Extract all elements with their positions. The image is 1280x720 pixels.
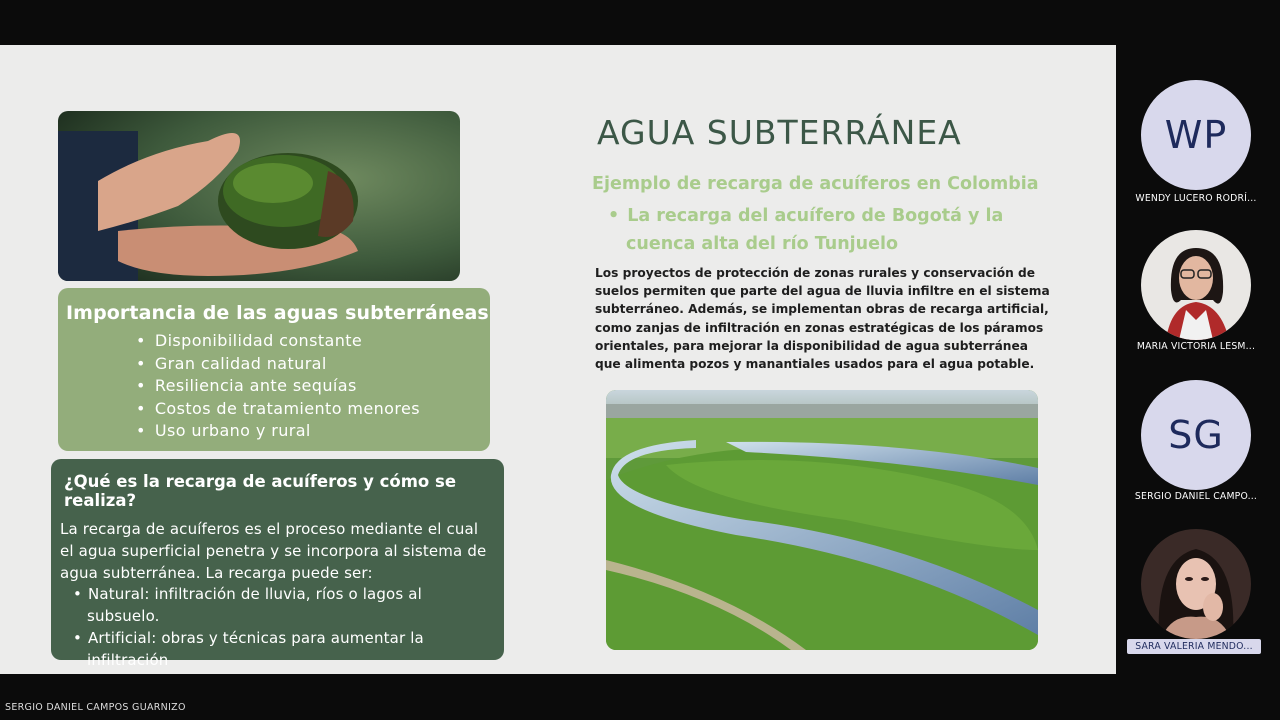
importance-list <box>136 330 490 443</box>
avatar: SG <box>1141 380 1251 490</box>
recharge-paragraph: La recarga de acuíferos es el proceso mediante el cual el agua superficial penetra y se incorpora al sistema de agua subterránea. La recarga puede ser: <box>60 520 487 582</box>
list-item: • Artificial: obras y técnicas para aumentar la infiltración <box>73 628 494 672</box>
importance-heading: Importancia de las aguas subterráneas <box>66 302 489 324</box>
recharge-list <box>73 584 494 671</box>
recharge-box <box>51 459 504 669</box>
presentation-slide <box>0 45 1116 674</box>
slide-subpoint: • La recarga del acuífero de Bogotá y la cuenca alta del río Tunjuelo <box>608 202 1048 258</box>
slide-body-text: Los proyectos de protección de zonas rurales y conservación de suelos permiten que parte del agua de lluvia infiltre en el sistema subterráneo. Además, se implementan obras de recarga artificial, como zanjas de infiltración en zonas estratégicas de los páramos orientales, para mejorar la disponibilidad de agua subterránea que alimenta pozos y manantiales usados para el agua potable. <box>595 266 1050 372</box>
active-speaker-label: SERGIO DANIEL CAMPOS GUARNIZO <box>5 702 186 713</box>
recharge-heading: ¿Qué es la recarga de acuíferos y cómo se realiza? <box>64 472 457 510</box>
participant-name: SARA VALERIA MENDO... <box>1127 639 1261 654</box>
avatar <box>1141 529 1251 639</box>
slide-subtitle: Ejemplo de recarga de acuíferos en Colombia <box>592 174 1039 194</box>
list-item: • Uso urbano y rural <box>136 420 490 443</box>
list-item: • Resiliencia ante sequías <box>136 375 490 398</box>
participant-name: WENDY LUCERO RODRÍ... <box>1135 193 1257 204</box>
avatar <box>1141 230 1251 340</box>
list-item: • Natural: infiltración de lluvia, ríos o lagos al subsuelo. <box>73 584 494 628</box>
river-wetland-image <box>606 390 1038 650</box>
list-item: • Costos de tratamiento menores <box>136 398 490 421</box>
list-item: • Gran calidad natural <box>136 353 490 376</box>
participant-name: SERGIO DANIEL CAMPO... <box>1134 491 1258 502</box>
list-item: • Disponibilidad constante <box>136 330 490 353</box>
importance-box <box>58 288 490 451</box>
slide-title: AGUA SUBTERRÁNEA <box>597 113 962 152</box>
participant-name: MARIA VICTORIA LESM... <box>1136 341 1256 352</box>
hands-moss-image <box>58 111 460 281</box>
avatar: WP <box>1141 80 1251 190</box>
